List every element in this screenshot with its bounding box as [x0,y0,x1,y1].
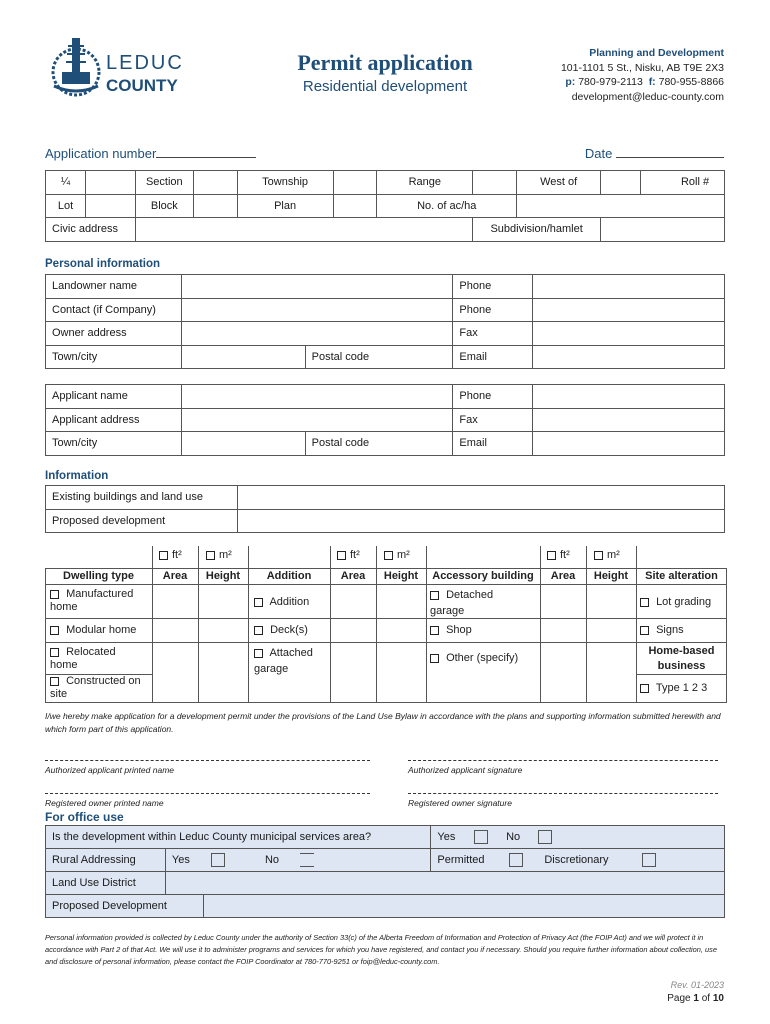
accessory-building-header: Accessory building [432,570,534,582]
rural-no-checkbox[interactable] [300,853,314,867]
rural-yes-checkbox[interactable] [211,853,225,867]
roll-cell[interactable] [640,171,724,195]
checkbox-icon [640,684,649,693]
lot-input[interactable] [85,194,135,218]
owner-printed-name-line[interactable] [45,793,370,794]
proposed-development-input[interactable] [237,509,724,533]
height-header: Height [593,570,629,582]
land-description-table [45,170,725,242]
owner-town-label: Town/city [46,345,182,369]
permit-type-answer [431,849,725,872]
checkbox-icon [254,626,263,635]
checkbox-icon [640,598,649,607]
owner-fax-label: Fax [453,322,533,346]
owner-fax-input[interactable] [533,322,725,346]
contact-phone-label: Phone [453,298,533,322]
west-of-label: West of [517,171,601,195]
phone-fax-line [504,75,724,90]
application-number-field[interactable] [45,146,256,161]
permitted-label: Permitted [437,853,485,866]
fax-number: 780-955-8866 [658,76,724,88]
auth-printed-name-line[interactable] [45,760,370,761]
addition-option[interactable]: Addition [254,596,309,608]
personal-info-heading: Personal information [45,258,161,270]
applicant-town-label: Town/city [46,432,182,456]
civic-address-label: Civic address [46,218,136,242]
phone-number: 780-979-2113 [578,76,643,88]
office-use-heading: For office use [45,810,124,824]
height-header: Height [205,570,241,582]
range-input[interactable] [473,171,517,195]
applicant-postal-label: Postal code [311,437,370,450]
modular-home-option[interactable]: Modular home [50,624,136,636]
department-address: 101-1101 5 St., Nisku, AB T9E 2X3 [560,61,724,74]
owner-postal-label: Postal code [311,350,370,363]
landowner-phone-input[interactable] [533,275,725,299]
department-name: Planning and Development [589,47,724,59]
existing-buildings-input[interactable] [237,486,724,510]
permitted-checkbox[interactable] [509,853,523,867]
contact-block [504,46,724,104]
landowner-name-input[interactable] [181,275,453,299]
area-header: Area [550,570,576,582]
addition-m2-option[interactable]: m² [384,549,410,561]
applicant-fax-label: Fax [453,408,533,432]
accessory-m2-option[interactable]: m² [594,549,620,561]
owner-address-input[interactable] [181,322,453,346]
date-label: Date [584,146,613,161]
page-indicator: Page 1 of 10 [667,993,724,1004]
other-specify-option[interactable]: Other (specify) [430,652,518,664]
block-label: Block [135,194,193,218]
dwelling-type-header: Dwelling type [63,570,134,582]
office-proposed-dev-input[interactable] [203,895,724,918]
section-input[interactable] [193,171,237,195]
applicant-phone-label: Phone [453,385,533,409]
services-area-answer [431,826,725,849]
civic-address-input[interactable] [135,218,472,242]
checkbox-icon [254,649,263,658]
owner-postal-cell[interactable] [305,345,453,369]
applicant-address-label: Applicant address [46,408,182,432]
home-based-business-label: Home-based business [648,645,715,672]
checkbox-icon [159,551,168,560]
applicant-fax-input[interactable] [533,408,725,432]
quarter-input[interactable] [85,171,135,195]
ac-ha-input[interactable] [517,194,725,218]
applicant-email-input[interactable] [533,432,725,456]
phone-label: p: [565,76,576,88]
discretionary-label: Discretionary [544,853,609,866]
page-subtitle: Residential development [302,78,468,95]
owner-town-input[interactable] [181,345,305,369]
declaration-text: I/we hereby make application for a development permit under the provisions of the Land Use Bylaw in accordance with the plans and supporting information submitted herewith and which form part of this application. [45,711,721,734]
plan-input[interactable] [333,194,377,218]
checkbox-icon [50,648,59,657]
applicant-postal-cell[interactable] [305,432,453,456]
logo-text-bottom: COUNTY [106,76,178,95]
detached-garage-option[interactable]: Detached garage [430,589,494,617]
site-alteration-header: Site alteration [645,570,718,582]
leduc-county-logo [50,30,190,110]
revision-label: Rev. 01-2023 [670,980,724,990]
checkbox-icon [640,626,649,635]
landowner-table [45,274,725,369]
date-field[interactable] [585,146,724,161]
logo-text-top: LEDUC [106,52,184,74]
dwelling-ft2-option[interactable]: ft² [159,549,182,561]
plan-label: Plan [237,194,333,218]
height-header: Height [383,570,419,582]
owner-address-label: Owner address [46,322,182,346]
checkbox-icon [50,626,59,635]
contact-phone-input[interactable] [533,298,725,322]
range-label: Range [377,171,473,195]
township-input[interactable] [333,171,377,195]
applicant-address-input[interactable] [181,408,453,432]
landowner-phone-label: Phone [453,275,533,299]
lot-label: Lot [46,194,86,218]
applicant-table [45,384,725,456]
applicant-email-label: Email [453,432,533,456]
auth-signature-line[interactable] [408,760,718,761]
decks-option[interactable]: Deck(s) [254,624,308,636]
attached-garage-option[interactable]: Attached garage [254,647,313,675]
checkbox-icon [547,551,556,560]
information-table [45,485,725,533]
auth-printed-name-label: Authorized applicant printed name [45,765,174,775]
rural-addressing-answer [165,849,431,872]
application-number-label: Application number [45,146,157,161]
office-use-table [45,825,725,918]
services-area-question: Is the development within Leduc County municipal services area? [46,826,431,849]
dwelling-m2-option[interactable]: m² [206,549,232,561]
contact-email[interactable]: development@leduc-county.com [571,90,724,103]
applicant-town-input[interactable] [181,432,305,456]
checkbox-icon [254,598,263,607]
information-heading: Information [45,470,109,482]
checkbox-icon [430,591,439,600]
owner-email-input[interactable] [533,345,725,369]
discretionary-checkbox[interactable] [642,853,656,867]
auth-signature-label: Authorized applicant signature [408,765,523,775]
shop-option[interactable]: Shop [430,624,472,636]
accessory-ft2-option[interactable]: ft² [547,549,570,561]
checkbox-icon [430,654,439,663]
page-title: Permit application [297,50,473,75]
west-of-input[interactable] [601,171,641,195]
checkbox-icon [594,551,603,560]
services-yes-checkbox[interactable] [474,830,488,844]
addition-header: Addition [266,570,312,582]
checkbox-icon [430,626,439,635]
checkbox-icon [337,551,346,560]
rural-no-label: No [264,853,280,866]
privacy-notice: Personal information provided is collected by Leduc County under the authority of Section 33(c) of the Alberta Freedom of Information and Protection of Privacy Act (the FOIP Act) and we will protect it in accordance with Part 2 of that Act. We will use it to administer programs and services for which you have registered, and contact you if necessary. Should you require further information about collection, use and disclosure of personal information, please contact the FOIP Coordinator at 780-770-9251 or foip@leduc-county.com. [45,933,717,966]
existing-buildings-label: Existing buildings and land use [46,486,238,510]
proposed-development-label: Proposed development [46,509,238,533]
development-details-grid [45,546,727,702]
area-header: Area [340,570,366,582]
office-proposed-dev-label: Proposed Development [46,895,204,918]
landowner-name-label: Landowner name [46,275,182,299]
fax-label: f: [648,76,656,88]
quarter-label: ¼ [46,171,86,195]
applicant-phone-input[interactable] [533,385,725,409]
manufactured-home-option[interactable]: Manufactured home [50,588,134,613]
services-no-label: No [506,830,521,843]
services-no-checkbox[interactable] [538,830,552,844]
signs-option[interactable]: Signs [640,624,684,636]
owner-signature-label: Registered owner signature [408,798,512,808]
subdivision-input[interactable] [601,218,725,242]
checkbox-icon [50,590,59,599]
land-use-district-input[interactable] [165,872,724,895]
subdivision-label: Subdivision/hamlet [473,218,601,242]
owner-signature-line[interactable] [408,793,718,794]
relocated-home-option[interactable]: Relocated home [50,646,116,671]
rural-yes-label: Yes [171,853,190,866]
addition-ft2-option[interactable]: ft² [337,549,360,561]
roll-label: Roll # [680,176,710,189]
lot-grading-option[interactable]: Lot grading [640,596,711,608]
business-type-option[interactable]: Type 1 2 3 [640,682,707,694]
ac-ha-label: No. of ac/ha [377,194,517,218]
township-label: Township [237,171,333,195]
applicant-name-label: Applicant name [46,385,182,409]
block-input[interactable] [193,194,237,218]
contact-label: Contact (if Company) [46,298,182,322]
owner-email-label: Email [453,345,533,369]
contact-input[interactable] [181,298,453,322]
applicant-name-input[interactable] [181,385,453,409]
area-header: Area [162,570,188,582]
land-use-district-label: Land Use District [46,872,166,895]
checkbox-icon [384,551,393,560]
owner-printed-name-label: Registered owner printed name [45,798,164,808]
services-yes-label: Yes [437,830,456,843]
section-label: Section [135,171,193,195]
checkbox-icon [206,551,215,560]
constructed-on-site-option[interactable]: Constructed on site [50,675,141,700]
rural-addressing-label: Rural Addressing [46,849,166,872]
checkbox-icon [50,677,59,686]
